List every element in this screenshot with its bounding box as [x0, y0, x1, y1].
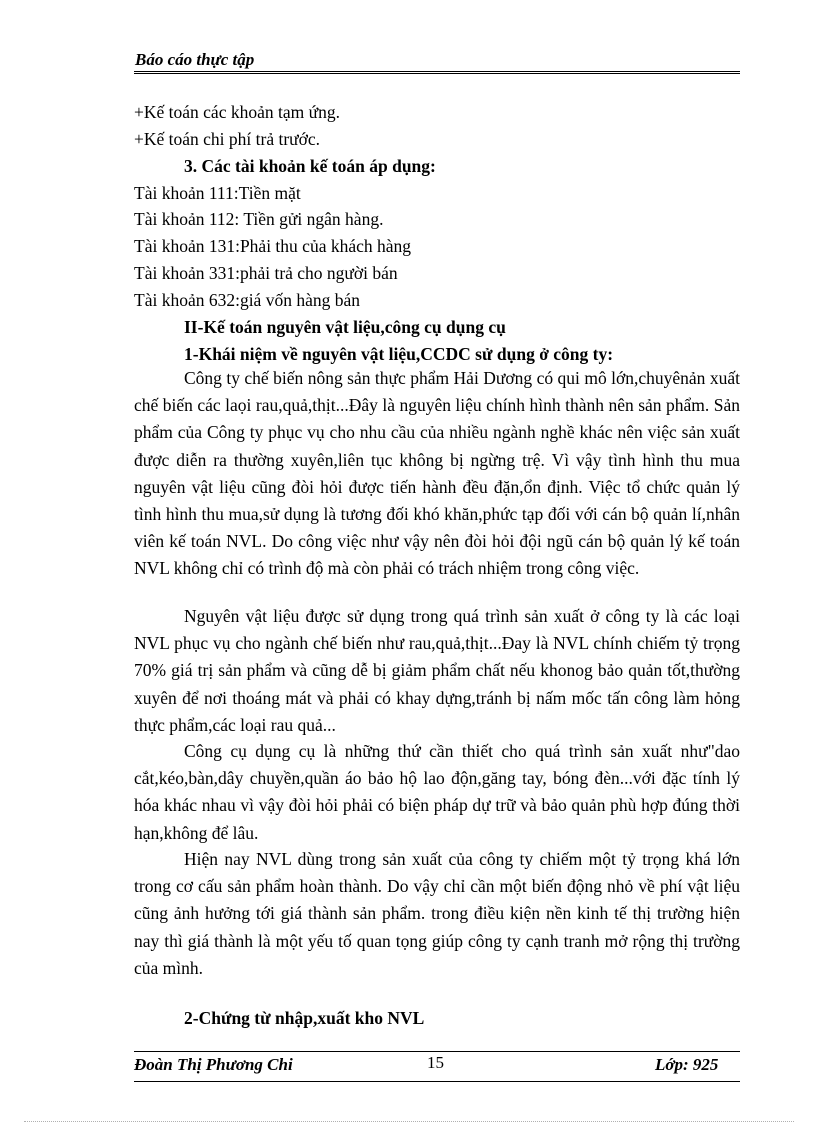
report-header-title: Báo cáo thực tập	[135, 50, 255, 69]
section-heading-materials: II-Kế toán nguyên vật liệu,công cụ dụng cụ	[184, 317, 506, 337]
subsection-heading-documents: 2-Chứng từ nhập,xuất kho NVL	[184, 1008, 425, 1028]
account-331: Tài khoản 331:phải trả cho người bán	[134, 263, 398, 283]
footer-rule-secondary	[134, 1081, 740, 1082]
paragraph-materials: Nguyên vật liệu được sử dụng trong quá trình sản xuất ở công ty là các loại NVL phục vụ cho ngành chế biến như rau,quả,thịt...Đay là NVL chính chiếm tỷ trọng 70% giá trị sản phẩm và cũng dễ bị giảm phẩm chất nếu khonog bảo quản tốt,thường xuyên để nơi thoáng mát và phải có khay dựng,tránh bị nấm mốc tấn công làm hỏng thực phẩm,các loại rau quả...	[134, 606, 740, 735]
footer-rule	[134, 1051, 740, 1052]
footer-author: Đoàn Thị Phương Chi	[134, 1055, 293, 1074]
footer-page-number: 15	[427, 1053, 444, 1072]
account-131: Tài khoản 131:Phải thu của khách hàng	[134, 236, 412, 256]
text-line-advance: +Kế toán các khoản tạm ứng.	[134, 102, 340, 122]
paragraph-current: Hiện nay NVL dùng trong sản xuất của công ty chiếm một tỷ trọng khá lớn trong cơ cấu sản phẩm hoàn thành. Do vậy chỉ cần một biến động nhỏ về phí vật liệu cũng ảnh hưởng tới giá thành sản phẩm. trong điều kiện nền kinh tế thị trường hiện nay thì giá thành là một yếu tố quan tọng giúp công ty cạnh tranh mở rộng thị trường của mình.	[134, 849, 740, 978]
account-632: Tài khoản 632:giá vốn hàng bán	[134, 290, 360, 310]
subsection-heading-concept: 1-Khái niệm về nguyên vật liệu,CCDC sử dụng ở công ty:	[184, 344, 614, 364]
account-111: Tài khoản 111:Tiền mặt	[134, 183, 301, 203]
header-rule	[134, 71, 740, 72]
account-112: Tài khoản 112: Tiền gửi ngân hàng.	[134, 209, 384, 229]
paragraph-tools: Công cụ dụng cụ là những thứ cần thiết cho quá trình sản xuất như"dao cắt,kéo,bàn,dây chuyền,quần áo bảo hộ lao độn,găng tay, bóng đèn...với đặc tính lý hóa khác nhau vì vậy đòi hỏi phải có biện pháp dự trữ và bảo quản phù hợp đúng thời hạn,không để lâu.	[134, 741, 740, 843]
text-line-prepaid: +Kế toán chi phí trả trước.	[134, 129, 321, 149]
section-heading-accounts: 3. Các tài khoản kế toán áp dụng:	[184, 156, 436, 176]
header-rule-secondary	[134, 73, 740, 74]
page-edge-dotted-line	[24, 1121, 794, 1122]
paragraph-company: Công ty chế biến nông sản thực phẩm Hải Dương có qui mô lớn,chuyênản xuất chế biến các laọi rau,quả,thịt...Đây là nguyên liệu chính hình thành nên sản phẩm. Sản phẩm của Công ty phục vụ cho nhu cầu của nhiều ngành nghề khác nên việc sản xuất được diễn ra thường xuyên,liên tục không bị ngừng trệ. Vì vậy tình hình thu mua nguyên vật liệu cũng đòi hỏi được tiến hành đều đặn,ổn định. Việc tổ chức quản lý tình hình thu mua,sử dụng là tương đối khó khăn,phức tạp đối với cán bộ quản lí,nhân viên kế toán NVL. Do công việc như vậy nên đòi hỏi đội ngũ cán bộ quản lý kế toán NVL không chỉ có trình độ mà còn phải có trách nhiệm trong công việc.	[134, 368, 740, 579]
footer-class: Lớp: 925	[655, 1055, 719, 1074]
